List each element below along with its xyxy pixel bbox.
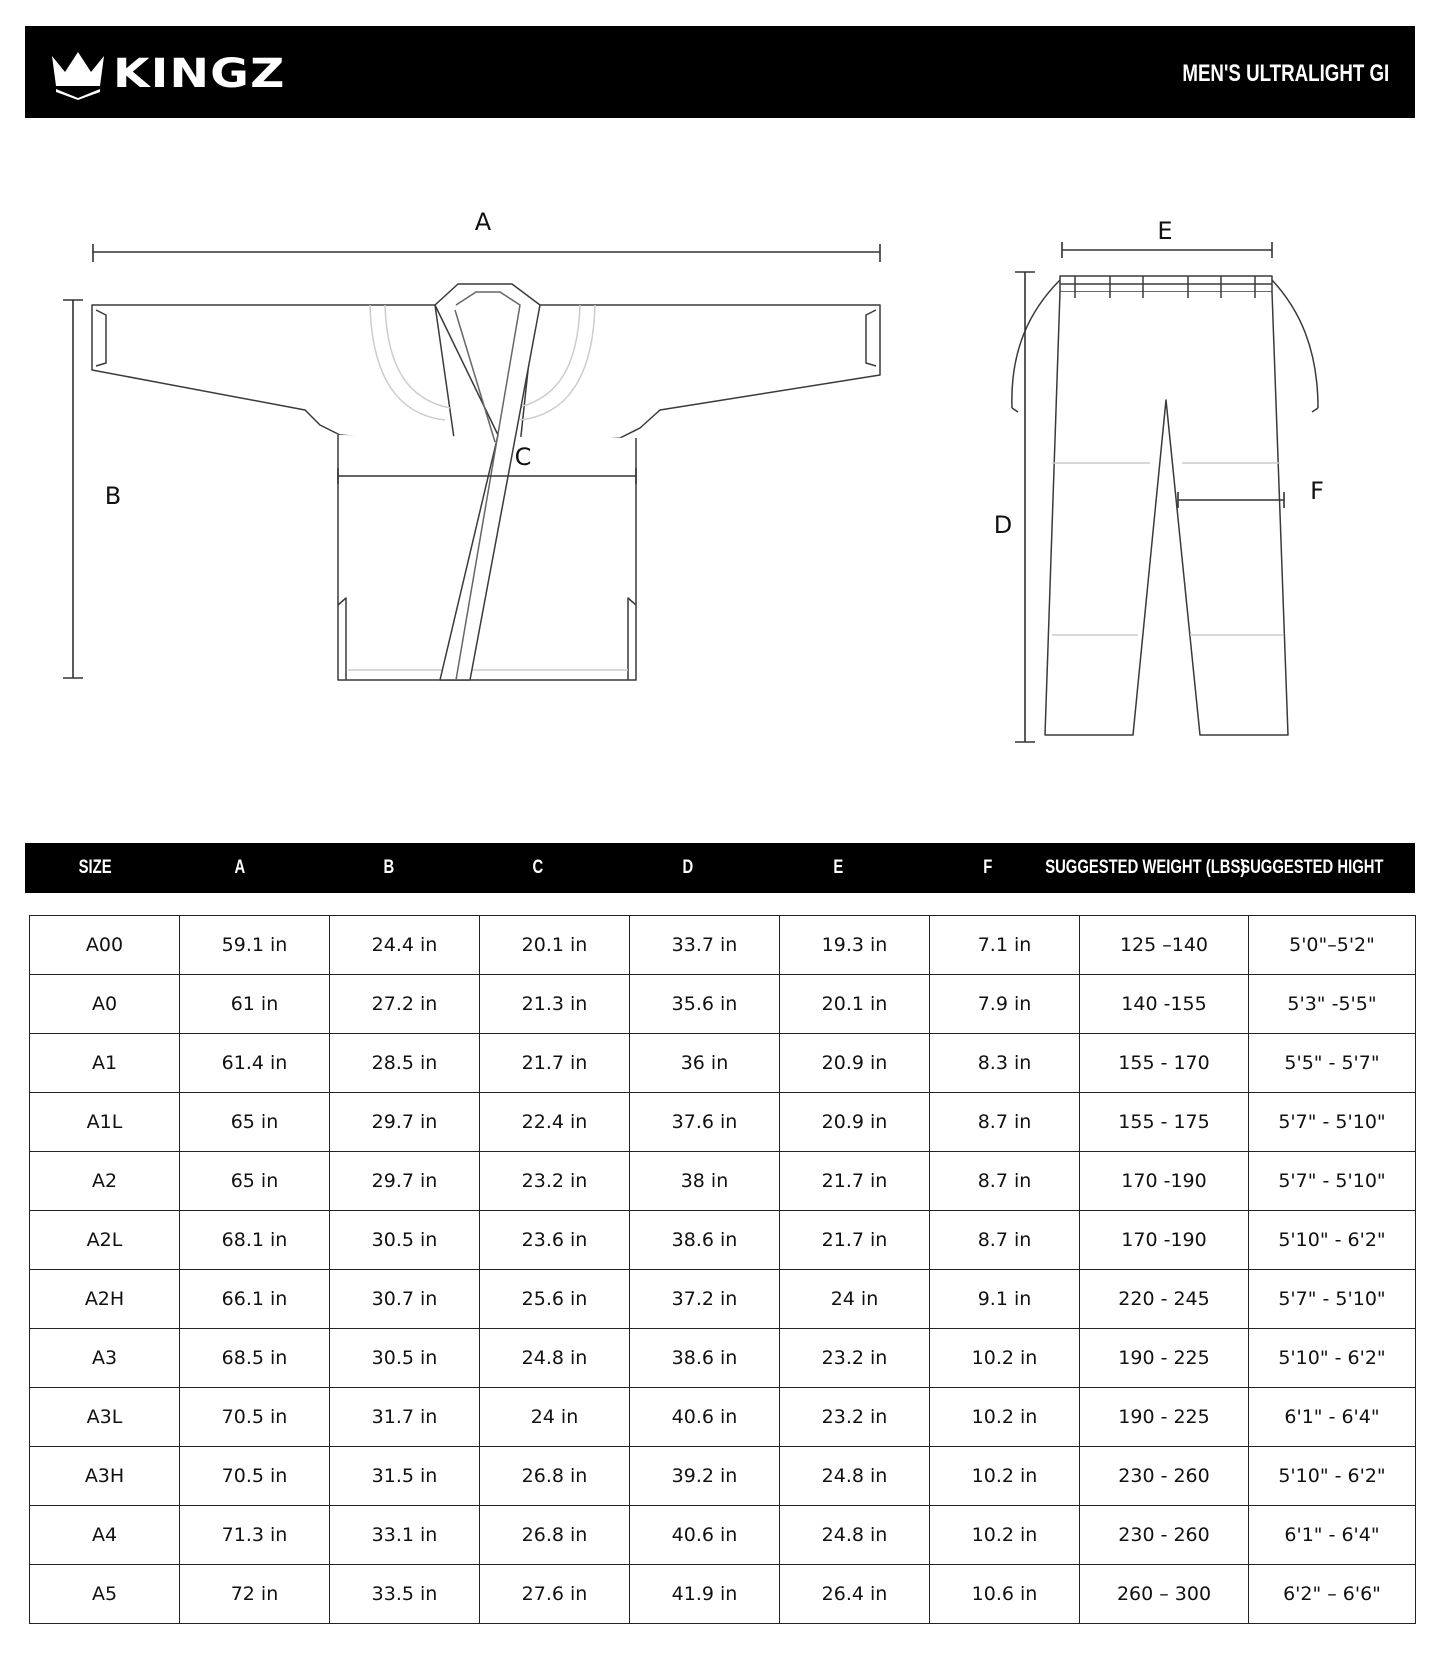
a-cell: 65 in xyxy=(180,1093,330,1152)
height-cell: 5'7" - 5'10" xyxy=(1249,1270,1416,1329)
weight-cell: 190 - 225 xyxy=(1080,1329,1249,1388)
e-cell: 23.2 in xyxy=(780,1329,930,1388)
b-cell: 29.7 in xyxy=(330,1152,480,1211)
column-header-suggested-weight: SUGGESTED WEIGHT (LBS) xyxy=(1045,857,1246,878)
f-cell: 7.9 in xyxy=(930,975,1080,1034)
weight-cell: 190 - 225 xyxy=(1080,1388,1249,1447)
a-cell: 68.1 in xyxy=(180,1211,330,1270)
table-row xyxy=(30,1565,1416,1624)
b-cell: 29.7 in xyxy=(330,1093,480,1152)
c-cell: 21.7 in xyxy=(480,1034,630,1093)
table-row xyxy=(30,975,1416,1034)
c-cell: 25.6 in xyxy=(480,1270,630,1329)
size-cell: A3H xyxy=(30,1447,180,1506)
size-cell: A1 xyxy=(30,1034,180,1093)
weight-cell: 155 - 170 xyxy=(1080,1034,1249,1093)
height-cell: 6'1" - 6'4" xyxy=(1249,1388,1416,1447)
a-cell: 72 in xyxy=(180,1565,330,1624)
dimension-label-e: E xyxy=(1157,217,1173,245)
height-cell: 5'0"–5'2" xyxy=(1249,916,1416,975)
c-cell: 21.3 in xyxy=(480,975,630,1034)
column-header-a: A xyxy=(234,857,246,878)
weight-cell: 170 -190 xyxy=(1080,1211,1249,1270)
table-row xyxy=(30,1329,1416,1388)
b-cell: 31.7 in xyxy=(330,1388,480,1447)
crown-icon xyxy=(49,48,107,100)
b-cell: 30.7 in xyxy=(330,1270,480,1329)
pants-illustration xyxy=(1012,276,1318,735)
size-cell: A3 xyxy=(30,1329,180,1388)
dimension-label-b: B xyxy=(104,482,122,510)
e-cell: 19.3 in xyxy=(780,916,930,975)
d-cell: 39.2 in xyxy=(630,1447,780,1506)
size-cell: A3L xyxy=(30,1388,180,1447)
e-cell: 24.8 in xyxy=(780,1447,930,1506)
column-header-f: F xyxy=(983,857,993,878)
c-cell: 27.6 in xyxy=(480,1565,630,1624)
d-cell: 37.2 in xyxy=(630,1270,780,1329)
height-cell: 6'1" - 6'4" xyxy=(1249,1506,1416,1565)
f-cell: 8.7 in xyxy=(930,1093,1080,1152)
e-cell: 24.8 in xyxy=(780,1506,930,1565)
a-cell: 66.1 in xyxy=(180,1270,330,1329)
f-cell: 10.6 in xyxy=(930,1565,1080,1624)
weight-cell: 140 -155 xyxy=(1080,975,1249,1034)
column-header-c: C xyxy=(532,857,544,878)
height-cell: 5'7" - 5'10" xyxy=(1249,1152,1416,1211)
weight-cell: 230 - 260 xyxy=(1080,1447,1249,1506)
table-row xyxy=(30,916,1416,975)
a-cell: 65 in xyxy=(180,1152,330,1211)
size-cell: A4 xyxy=(30,1506,180,1565)
f-cell: 10.2 in xyxy=(930,1447,1080,1506)
size-table-header xyxy=(25,843,1415,893)
d-cell: 40.6 in xyxy=(630,1506,780,1565)
size-cell: A0 xyxy=(30,975,180,1034)
c-cell: 26.8 in xyxy=(480,1506,630,1565)
column-header-d: D xyxy=(682,857,694,878)
a-cell: 59.1 in xyxy=(180,916,330,975)
table-row xyxy=(30,1152,1416,1211)
b-cell: 30.5 in xyxy=(330,1329,480,1388)
f-cell: 9.1 in xyxy=(930,1270,1080,1329)
table-row xyxy=(30,1211,1416,1270)
a-cell: 70.5 in xyxy=(180,1447,330,1506)
size-cell: A1L xyxy=(30,1093,180,1152)
a-cell: 71.3 in xyxy=(180,1506,330,1565)
b-cell: 33.5 in xyxy=(330,1565,480,1624)
e-cell: 20.9 in xyxy=(780,1034,930,1093)
f-cell: 8.3 in xyxy=(930,1034,1080,1093)
f-cell: 10.2 in xyxy=(930,1506,1080,1565)
dimension-label-f: F xyxy=(1310,477,1324,505)
d-cell: 38 in xyxy=(630,1152,780,1211)
size-cell: A2 xyxy=(30,1152,180,1211)
size-cell: A00 xyxy=(30,916,180,975)
brand-logo xyxy=(49,46,286,102)
table-row xyxy=(30,1506,1416,1565)
column-header-b: B xyxy=(383,857,395,878)
brand-header xyxy=(25,26,1415,118)
height-cell: 5'7" - 5'10" xyxy=(1249,1093,1416,1152)
f-cell: 10.2 in xyxy=(930,1388,1080,1447)
brand-name: KINGZ xyxy=(113,51,286,97)
d-cell: 41.9 in xyxy=(630,1565,780,1624)
d-cell: 36 in xyxy=(630,1034,780,1093)
weight-cell: 170 -190 xyxy=(1080,1152,1249,1211)
size-cell: A2H xyxy=(30,1270,180,1329)
table-row xyxy=(30,1270,1416,1329)
a-cell: 61.4 in xyxy=(180,1034,330,1093)
d-cell: 35.6 in xyxy=(630,975,780,1034)
dimension-label-c: C xyxy=(514,443,532,471)
height-cell: 5'10" - 6'2" xyxy=(1249,1211,1416,1270)
f-cell: 8.7 in xyxy=(930,1211,1080,1270)
jacket-illustration xyxy=(92,284,880,680)
c-cell: 24.8 in xyxy=(480,1329,630,1388)
height-cell: 5'10" - 6'2" xyxy=(1249,1329,1416,1388)
e-cell: 20.9 in xyxy=(780,1093,930,1152)
height-cell: 6'2" – 6'6" xyxy=(1249,1565,1416,1624)
b-cell: 24.4 in xyxy=(330,916,480,975)
column-header-suggested-height: SUGGESTED HIGHT xyxy=(1239,857,1384,878)
weight-cell: 230 - 260 xyxy=(1080,1506,1249,1565)
weight-cell: 260 – 300 xyxy=(1080,1565,1249,1624)
height-cell: 5'10" - 6'2" xyxy=(1249,1447,1416,1506)
column-header-e: E xyxy=(833,857,843,878)
height-cell: 5'3" -5'5" xyxy=(1249,975,1416,1034)
d-cell: 37.6 in xyxy=(630,1093,780,1152)
e-cell: 24 in xyxy=(780,1270,930,1329)
product-title: MEN'S ULTRALIGHT GI xyxy=(1182,60,1389,87)
table-row xyxy=(30,1447,1416,1506)
table-row xyxy=(30,1388,1416,1447)
e-cell: 21.7 in xyxy=(780,1211,930,1270)
b-cell: 33.1 in xyxy=(330,1506,480,1565)
height-cell: 5'5" - 5'7" xyxy=(1249,1034,1416,1093)
c-cell: 24 in xyxy=(480,1388,630,1447)
d-cell: 38.6 in xyxy=(630,1329,780,1388)
a-cell: 68.5 in xyxy=(180,1329,330,1388)
b-cell: 30.5 in xyxy=(330,1211,480,1270)
f-cell: 7.1 in xyxy=(930,916,1080,975)
c-cell: 23.6 in xyxy=(480,1211,630,1270)
f-cell: 10.2 in xyxy=(930,1329,1080,1388)
e-cell: 20.1 in xyxy=(780,975,930,1034)
a-cell: 61 in xyxy=(180,975,330,1034)
b-cell: 27.2 in xyxy=(330,975,480,1034)
column-header-size: SIZE xyxy=(78,857,112,878)
d-cell: 38.6 in xyxy=(630,1211,780,1270)
table-row xyxy=(30,1034,1416,1093)
size-cell: A5 xyxy=(30,1565,180,1624)
gi-measurement-diagram xyxy=(0,180,1440,760)
e-cell: 23.2 in xyxy=(780,1388,930,1447)
c-cell: 26.8 in xyxy=(480,1447,630,1506)
d-cell: 40.6 in xyxy=(630,1388,780,1447)
weight-cell: 155 - 175 xyxy=(1080,1093,1249,1152)
d-cell: 33.7 in xyxy=(630,916,780,975)
e-cell: 21.7 in xyxy=(780,1152,930,1211)
size-table xyxy=(29,915,1416,1624)
dimension-label-a: A xyxy=(474,208,492,236)
b-cell: 31.5 in xyxy=(330,1447,480,1506)
b-cell: 28.5 in xyxy=(330,1034,480,1093)
c-cell: 22.4 in xyxy=(480,1093,630,1152)
c-cell: 23.2 in xyxy=(480,1152,630,1211)
c-cell: 20.1 in xyxy=(480,916,630,975)
f-cell: 8.7 in xyxy=(930,1152,1080,1211)
dimension-label-d: D xyxy=(993,511,1013,539)
size-cell: A2L xyxy=(30,1211,180,1270)
e-cell: 26.4 in xyxy=(780,1565,930,1624)
table-row xyxy=(30,1093,1416,1152)
weight-cell: 220 - 245 xyxy=(1080,1270,1249,1329)
weight-cell: 125 –140 xyxy=(1080,916,1249,975)
a-cell: 70.5 in xyxy=(180,1388,330,1447)
